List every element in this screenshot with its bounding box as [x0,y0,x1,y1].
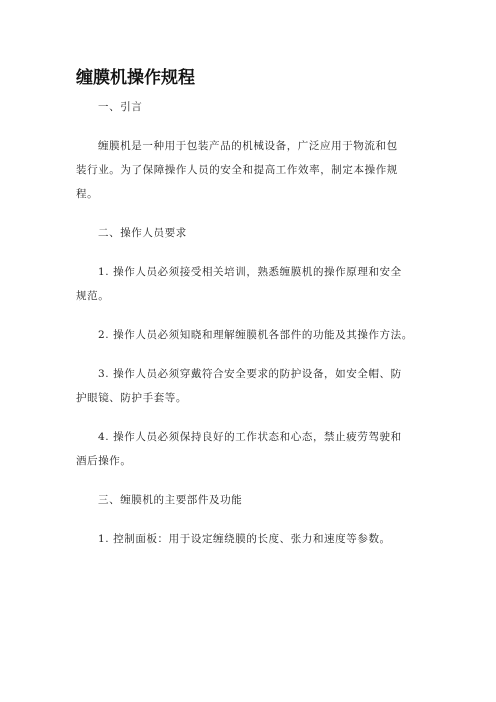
section-heading-main-components: 三、缠膜机的主要部件及功能 [98,494,243,506]
list-item-line: 规范。 [76,290,110,302]
section-heading-introduction: 一、引言 [98,101,143,113]
list-item-line: 2. 操作人员必须知晓和理解缠膜机各部件的功能及其操作方法。 [98,329,413,341]
list-item-line: 1. 操作人员必须接受相关培训，熟悉缠膜机的操作原理和安全 [98,266,402,278]
list-item-line: 4. 操作人员必须保持良好的工作状态和心态，禁止疲劳驾驶和 [98,431,402,443]
section-heading-operator-requirements: 二、操作人员要求 [98,227,187,239]
paragraph-line: 缠膜机是一种用于包装产品的机械设备，广泛应用于物流和包 [98,140,398,152]
paragraph-line: 程。 [76,188,99,200]
list-item-line: 护眼镜、防护手套等。 [76,392,187,404]
paragraph-line: 装行业。为了保障操作人员的安全和提高工作效率，制定本操作规 [76,164,398,176]
list-item-line: 酒后操作。 [76,455,132,467]
list-item-line: 1. 控制面板：用于设定缠绕膜的长度、张力和速度等参数。 [98,533,391,545]
list-item-line: 3. 操作人员必须穿戴符合安全要求的防护设备，如安全帽、防 [98,368,402,380]
document-title: 缠膜机操作规程 [76,68,195,88]
